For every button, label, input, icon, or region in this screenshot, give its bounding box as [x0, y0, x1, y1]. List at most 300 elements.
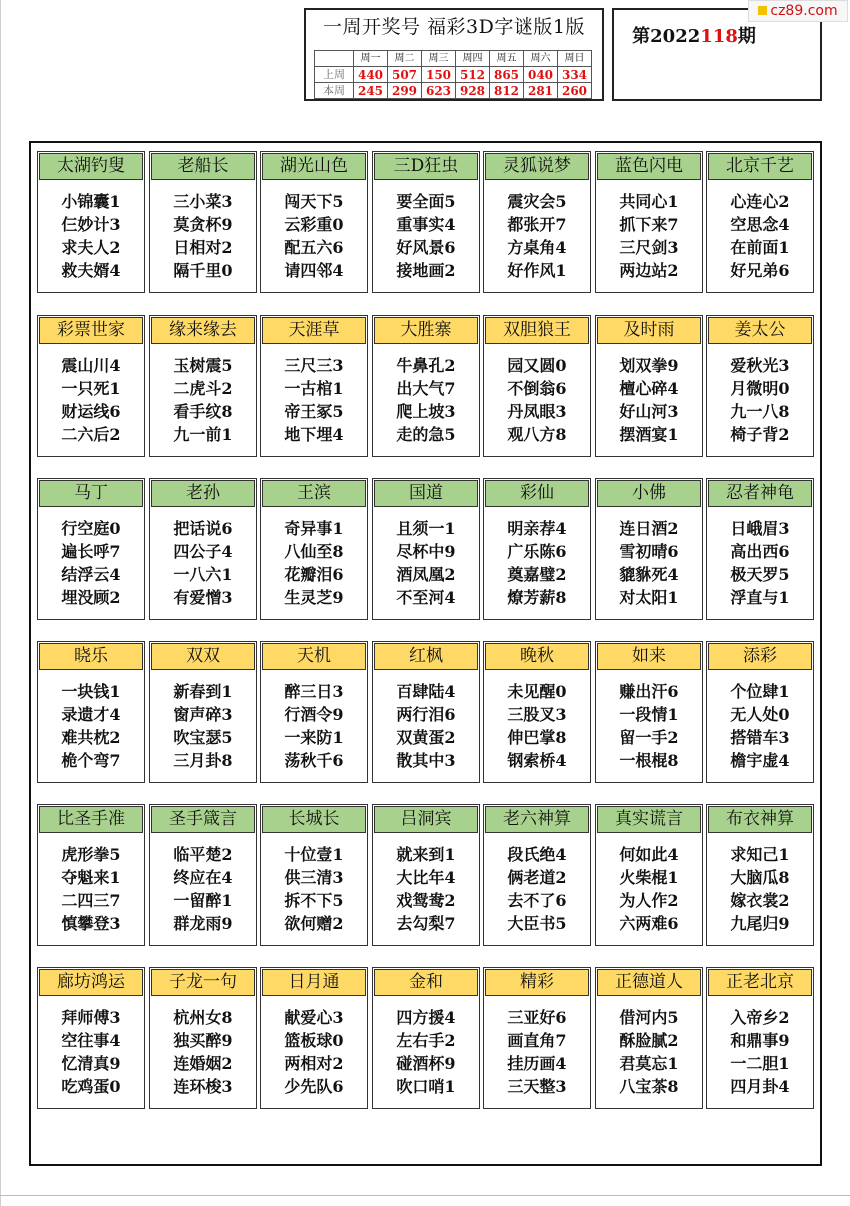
cell-title: 及时雨: [597, 317, 701, 344]
riddle-line: 为人作2: [619, 891, 679, 910]
riddle-line: 月微明0: [730, 379, 790, 398]
cell-title: 正老北京: [708, 969, 812, 996]
riddle-line: 忆清真9: [61, 1054, 121, 1073]
riddle-line: 二虎斗2: [173, 379, 233, 398]
riddle-cell: [483, 804, 591, 946]
cell-title: 子龙一句: [151, 969, 255, 996]
riddle-line: 浮直与1: [730, 588, 790, 607]
riddle-line: 酒凤凰2: [396, 565, 456, 584]
cell-lines: [40, 354, 142, 446]
page-edge-line: [0, 0, 1, 1206]
cell-title: 天机: [262, 643, 366, 670]
draw-number: 150: [422, 67, 456, 83]
riddle-cell: [37, 804, 145, 946]
riddle-line: 大脑瓜8: [730, 868, 790, 887]
riddle-line: 君莫忘1: [619, 1054, 679, 1073]
riddle-line: 三天整3: [507, 1077, 567, 1096]
riddle-line: 貔貅死4: [619, 565, 679, 584]
cell-lines: [263, 843, 365, 935]
riddle-cell: [595, 315, 703, 457]
riddle-line: 三小菜3: [173, 192, 233, 211]
issue-suffix: 期: [737, 26, 756, 47]
riddle-line: 少先队6: [284, 1077, 344, 1096]
riddle-line: 行酒令9: [284, 705, 344, 724]
riddle-line: 不倒翁6: [507, 379, 567, 398]
riddle-line: 连环梭3: [173, 1077, 233, 1096]
riddle-line: 小锦囊1: [61, 192, 121, 211]
last-week-row: [315, 67, 592, 83]
cell-lines: [709, 680, 811, 772]
draw-number: 334: [558, 67, 592, 83]
riddle-line: 仨妙计3: [61, 215, 121, 234]
riddle-line: 二六后2: [61, 425, 121, 444]
cell-title: 灵狐说梦: [485, 153, 589, 180]
riddle-line: 借河内5: [619, 1008, 679, 1027]
riddle-line: 日相对2: [173, 238, 233, 257]
draw-number: 040: [524, 67, 558, 83]
cell-title: 彩票世家: [39, 317, 143, 344]
riddle-line: 吹宝瑟5: [173, 728, 233, 747]
riddle-line: 桅个弯7: [61, 751, 121, 770]
cell-title: 添彩: [708, 643, 812, 670]
riddle-line: 二四三7: [61, 891, 121, 910]
cell-title: 忍者神龟: [708, 480, 812, 507]
riddle-line: 火柴棍1: [619, 868, 679, 887]
riddle-line: 入帝乡2: [730, 1008, 790, 1027]
issue-prefix: 第2022: [632, 26, 701, 47]
riddle-line: 群龙雨9: [173, 914, 233, 933]
riddle-line: 碰酒杯9: [396, 1054, 456, 1073]
riddle-cell: [372, 151, 480, 293]
draw-number: 299: [388, 83, 422, 99]
riddle-line: 出大气7: [396, 379, 456, 398]
riddle-line: 请四邻4: [284, 261, 344, 280]
cell-lines: [375, 680, 477, 772]
riddle-cell: [372, 804, 480, 946]
riddle-line: 吹口哨1: [396, 1077, 456, 1096]
day-header: 周二: [388, 51, 422, 67]
cell-lines: [709, 190, 811, 282]
riddle-line: 三尺三3: [284, 356, 344, 375]
cell-lines: [598, 1006, 700, 1098]
riddle-line: 吃鸡蛋0: [61, 1077, 121, 1096]
riddle-line: 救夫婿4: [61, 261, 121, 280]
riddle-line: 欲何赠2: [284, 914, 344, 933]
riddle-line: 三尺剑3: [619, 238, 679, 257]
day-header: 周五: [490, 51, 524, 67]
riddle-line: 无人处0: [730, 705, 790, 724]
riddle-cell: [483, 641, 591, 783]
riddle-line: 俩老道2: [507, 868, 567, 887]
riddle-line: 好风景6: [396, 238, 456, 257]
riddle-line: 结浮云4: [61, 565, 121, 584]
cell-lines: [40, 1006, 142, 1098]
table-header-row: [315, 51, 592, 67]
riddle-line: 去勾梨7: [396, 914, 456, 933]
riddle-line: 云彩重0: [284, 215, 344, 234]
cell-title: 老孙: [151, 480, 255, 507]
riddle-line: 未见醒0: [507, 682, 567, 701]
cell-lines: [40, 190, 142, 282]
riddle-line: 戏鸳鸯2: [396, 891, 456, 910]
cell-lines: [152, 843, 254, 935]
cell-title: 湖光山色: [262, 153, 366, 180]
riddle-cell: [260, 967, 368, 1109]
cell-lines: [709, 517, 811, 609]
corner-cell: [315, 51, 354, 67]
row-label: 本周: [315, 83, 354, 99]
riddle-line: 要全面5: [396, 192, 456, 211]
riddle-line: 段氏绝4: [507, 845, 567, 864]
draw-number: 512: [456, 67, 490, 83]
riddle-cell: [483, 315, 591, 457]
riddle-cell: [37, 151, 145, 293]
riddle-cell: [260, 315, 368, 457]
riddle-cell: [149, 804, 257, 946]
riddle-line: 篮板球0: [284, 1031, 344, 1050]
riddle-line: 雪初晴6: [619, 542, 679, 561]
riddle-cell: [595, 804, 703, 946]
cell-lines: [40, 680, 142, 772]
riddle-line: 尽杯中9: [396, 542, 456, 561]
riddle-line: 画直角7: [507, 1031, 567, 1050]
cell-title: 如来: [597, 643, 701, 670]
riddle-cell: [595, 151, 703, 293]
draw-number: 440: [354, 67, 388, 83]
riddle-line: 三股叉3: [507, 705, 567, 724]
riddle-cell: [706, 804, 814, 946]
riddle-line: 连婚姻2: [173, 1054, 233, 1073]
cell-title: 晓乐: [39, 643, 143, 670]
riddle-line: 献爱心3: [284, 1008, 344, 1027]
riddle-line: 两边站2: [619, 261, 679, 280]
cell-title: 王滨: [262, 480, 366, 507]
riddle-line: 有爱憎3: [173, 588, 233, 607]
riddle-line: 两行泪6: [396, 705, 456, 724]
cell-lines: [486, 680, 588, 772]
riddle-line: 一古棺1: [284, 379, 344, 398]
riddle-cell: [706, 967, 814, 1109]
riddle-line: 日峨眉3: [730, 519, 790, 538]
site-watermark[interactable]: [748, 0, 848, 22]
cell-lines: [375, 1006, 477, 1098]
riddle-line: 一只死1: [61, 379, 121, 398]
draw-number: 812: [490, 83, 524, 99]
site-label: cz89.com: [770, 3, 838, 19]
cell-lines: [152, 354, 254, 446]
cell-lines: [152, 517, 254, 609]
riddle-line: 杭州女8: [173, 1008, 233, 1027]
riddle-line: 檀心碎4: [619, 379, 679, 398]
riddle-line: 隔千里0: [173, 261, 233, 280]
riddle-line: 方桌角4: [507, 238, 567, 257]
cell-title: 天涯草: [262, 317, 366, 344]
cell-title: 吕洞宾: [374, 806, 478, 833]
cell-lines: [375, 843, 477, 935]
riddle-line: 爬上坡3: [396, 402, 456, 421]
day-header: 周日: [558, 51, 592, 67]
riddle-line: 挂历画4: [507, 1054, 567, 1073]
cell-title: 国道: [374, 480, 478, 507]
cell-title: 老船长: [151, 153, 255, 180]
cell-lines: [263, 190, 365, 282]
riddle-line: 供三清3: [284, 868, 344, 887]
cell-lines: [486, 843, 588, 935]
day-header: 周一: [354, 51, 388, 67]
riddle-line: 伸巴掌8: [507, 728, 567, 747]
riddle-line: 一八六1: [173, 565, 233, 584]
riddle-line: 牛鼻孔2: [396, 356, 456, 375]
cell-lines: [598, 190, 700, 282]
riddle-cell: [37, 478, 145, 620]
cell-lines: [598, 517, 700, 609]
riddle-cell: [260, 804, 368, 946]
cell-lines: [263, 1006, 365, 1098]
riddle-line: 共同心1: [619, 192, 679, 211]
riddle-line: 划双拳9: [619, 356, 679, 375]
cell-lines: [263, 354, 365, 446]
cell-title: 缘来缘去: [151, 317, 255, 344]
cell-title: 姜太公: [708, 317, 812, 344]
riddle-line: 埋没顾2: [61, 588, 121, 607]
cell-title: 蓝色闪电: [597, 153, 701, 180]
riddle-line: 散其中3: [396, 751, 456, 770]
cell-title: 精彩: [485, 969, 589, 996]
cell-lines: [598, 354, 700, 446]
riddle-line: 不至河4: [396, 588, 456, 607]
riddle-cell: [37, 641, 145, 783]
riddle-line: 明亲荐4: [507, 519, 567, 538]
riddle-cell: [483, 967, 591, 1109]
cell-lines: [598, 680, 700, 772]
cell-title: 老六神算: [485, 806, 589, 833]
riddle-line: 个位肆1: [730, 682, 790, 701]
riddle-line: 抓下来7: [619, 215, 679, 234]
cell-lines: [486, 517, 588, 609]
cell-lines: [486, 1006, 588, 1098]
riddle-line: 帝王冢5: [284, 402, 344, 421]
riddle-line: 花瓣泪6: [284, 565, 344, 584]
cell-title: 正德道人: [597, 969, 701, 996]
riddle-cell: [149, 641, 257, 783]
riddle-line: 一来防1: [284, 728, 344, 747]
cell-title: 真实谎言: [597, 806, 701, 833]
cell-title: 双胆狼王: [485, 317, 589, 344]
day-header: 周三: [422, 51, 456, 67]
draw-number: 865: [490, 67, 524, 83]
cell-title: 马丁: [39, 480, 143, 507]
cell-title: 布衣神算: [708, 806, 812, 833]
riddle-cell: [260, 478, 368, 620]
riddle-line: 九一前1: [173, 425, 233, 444]
riddle-line: 拆不下5: [284, 891, 344, 910]
riddle-line: 好山河3: [619, 402, 679, 421]
cell-lines: [709, 843, 811, 935]
riddle-line: 六两难6: [619, 914, 679, 933]
riddle-line: 都张开7: [507, 215, 567, 234]
draw-number: 245: [354, 83, 388, 99]
cell-title: 日月通: [262, 969, 366, 996]
riddle-cell: [37, 967, 145, 1109]
riddle-line: 一根棍8: [619, 751, 679, 770]
riddle-line: 一段情1: [619, 705, 679, 724]
riddle-line: 百肆陆4: [396, 682, 456, 701]
cell-title: 小佛: [597, 480, 701, 507]
riddle-line: 临平楚2: [173, 845, 233, 864]
riddle-line: 荡秋千6: [284, 751, 344, 770]
cell-lines: [375, 190, 477, 282]
riddle-line: 玉树震5: [173, 356, 233, 375]
cell-lines: [152, 680, 254, 772]
issue-number: 118: [700, 26, 738, 47]
riddle-cell: [372, 641, 480, 783]
cell-title: 三D狂虫: [374, 153, 478, 180]
riddle-cell: [706, 315, 814, 457]
riddle-line: 两相对2: [284, 1054, 344, 1073]
riddle-line: 震山川4: [61, 356, 121, 375]
riddle-line: 且须一1: [396, 519, 456, 538]
cell-title: 彩仙: [485, 480, 589, 507]
draw-results-panel: [304, 8, 604, 101]
riddle-line: 何如此4: [619, 845, 679, 864]
header-title: 一周开奖号 福彩3D字谜版1版: [323, 16, 585, 38]
riddle-line: 搭错车3: [730, 728, 790, 747]
issue-label: [614, 22, 774, 48]
riddle-line: 一留醉1: [173, 891, 233, 910]
riddle-line: 配五六6: [284, 238, 344, 257]
riddle-cell: [706, 478, 814, 620]
riddle-line: 生灵芝9: [284, 588, 344, 607]
riddle-line: 好作风1: [507, 261, 567, 280]
riddle-line: 醉三日3: [284, 682, 344, 701]
draw-number: 928: [456, 83, 490, 99]
riddle-line: 录遗才4: [61, 705, 121, 724]
draw-number: 623: [422, 83, 456, 99]
riddle-cell: [595, 967, 703, 1109]
riddle-cell: [149, 151, 257, 293]
cell-title: 圣手箴言: [151, 806, 255, 833]
bottom-divider: [0, 1195, 850, 1196]
cell-lines: [152, 190, 254, 282]
cell-title: 比圣手准: [39, 806, 143, 833]
riddle-line: 十位壹1: [284, 845, 344, 864]
cell-lines: [263, 517, 365, 609]
this-week-row: [315, 83, 592, 99]
day-header: 周四: [456, 51, 490, 67]
riddle-cell: [595, 478, 703, 620]
riddle-cell: [706, 151, 814, 293]
riddle-line: 九一八8: [730, 402, 790, 421]
square-icon: [758, 6, 767, 15]
riddle-line: 空思念4: [730, 215, 790, 234]
riddle-line: 重事实4: [396, 215, 456, 234]
riddle-line: 夺魁来1: [61, 868, 121, 887]
cell-title: 红枫: [374, 643, 478, 670]
riddle-line: 难共枕2: [61, 728, 121, 747]
riddle-line: 摆酒宴1: [619, 425, 679, 444]
riddle-line: 心连心2: [730, 192, 790, 211]
riddle-line: 三月卦8: [173, 751, 233, 770]
riddle-cell: [483, 478, 591, 620]
cell-lines: [375, 354, 477, 446]
riddle-line: 爱秋光3: [730, 356, 790, 375]
riddle-line: 左右手2: [396, 1031, 456, 1050]
cell-lines: [709, 1006, 811, 1098]
riddle-cell: [260, 641, 368, 783]
riddle-line: 三亚好6: [507, 1008, 567, 1027]
riddle-cell: [149, 478, 257, 620]
riddle-cell: [372, 478, 480, 620]
riddle-line: 和鼎事9: [730, 1031, 790, 1050]
riddle-line: 八仙至8: [284, 542, 344, 561]
cell-lines: [375, 517, 477, 609]
riddle-line: 拜师傅3: [61, 1008, 121, 1027]
riddle-line: 慎攀登3: [61, 914, 121, 933]
riddle-line: 四月卦4: [730, 1077, 790, 1096]
cell-title: 太湖钓叟: [39, 153, 143, 180]
riddle-line: 燎芳薪8: [507, 588, 567, 607]
riddle-line: 奠嘉璧2: [507, 565, 567, 584]
riddle-line: 接地画2: [396, 261, 456, 280]
riddle-line: 就来到1: [396, 845, 456, 864]
riddle-cell: [483, 151, 591, 293]
draw-number: 281: [524, 83, 558, 99]
cell-title: 双双: [151, 643, 255, 670]
riddle-line: 广乐陈6: [507, 542, 567, 561]
cell-title: 北京千艺: [708, 153, 812, 180]
riddle-line: 一二胆1: [730, 1054, 790, 1073]
cell-title: 金和: [374, 969, 478, 996]
cell-title: 长城长: [262, 806, 366, 833]
riddle-line: 求知己1: [730, 845, 790, 864]
riddle-line: 檐宇虚4: [730, 751, 790, 770]
riddle-line: 极天罗5: [730, 565, 790, 584]
riddle-cell: [149, 315, 257, 457]
riddle-line: 好兄弟6: [730, 261, 790, 280]
riddle-line: 九尾归9: [730, 914, 790, 933]
riddle-line: 行空庭0: [61, 519, 121, 538]
riddle-line: 求夫人2: [61, 238, 121, 257]
riddle-line: 看手纹8: [173, 402, 233, 421]
riddle-cell: [372, 315, 480, 457]
riddle-line: 大臣书5: [507, 914, 567, 933]
riddle-line: 钢索桥4: [507, 751, 567, 770]
draw-number: 507: [388, 67, 422, 83]
cell-title: 廊坊鸿运: [39, 969, 143, 996]
riddle-line: 去不了6: [507, 891, 567, 910]
riddle-line: 空往事4: [61, 1031, 121, 1050]
riddle-line: 丹凤眼3: [507, 402, 567, 421]
riddle-line: 在前面1: [730, 238, 790, 257]
riddle-cell: [706, 641, 814, 783]
riddle-line: 闯天下5: [284, 192, 344, 211]
cell-lines: [40, 843, 142, 935]
riddle-line: 嫁衣裳2: [730, 891, 790, 910]
riddle-line: 四公子4: [173, 542, 233, 561]
riddle-line: 园又圆0: [507, 356, 567, 375]
cell-lines: [263, 680, 365, 772]
row-label: 上周: [315, 67, 354, 83]
riddle-line: 赚出汗6: [619, 682, 679, 701]
riddle-line: 高出西6: [730, 542, 790, 561]
cell-lines: [152, 1006, 254, 1098]
riddle-line: 独买醉9: [173, 1031, 233, 1050]
riddle-line: 酥脸腻2: [619, 1031, 679, 1050]
riddle-line: 走的急5: [396, 425, 456, 444]
riddle-line: 一块钱1: [61, 682, 121, 701]
cell-lines: [598, 843, 700, 935]
riddle-line: 观八方8: [507, 425, 567, 444]
